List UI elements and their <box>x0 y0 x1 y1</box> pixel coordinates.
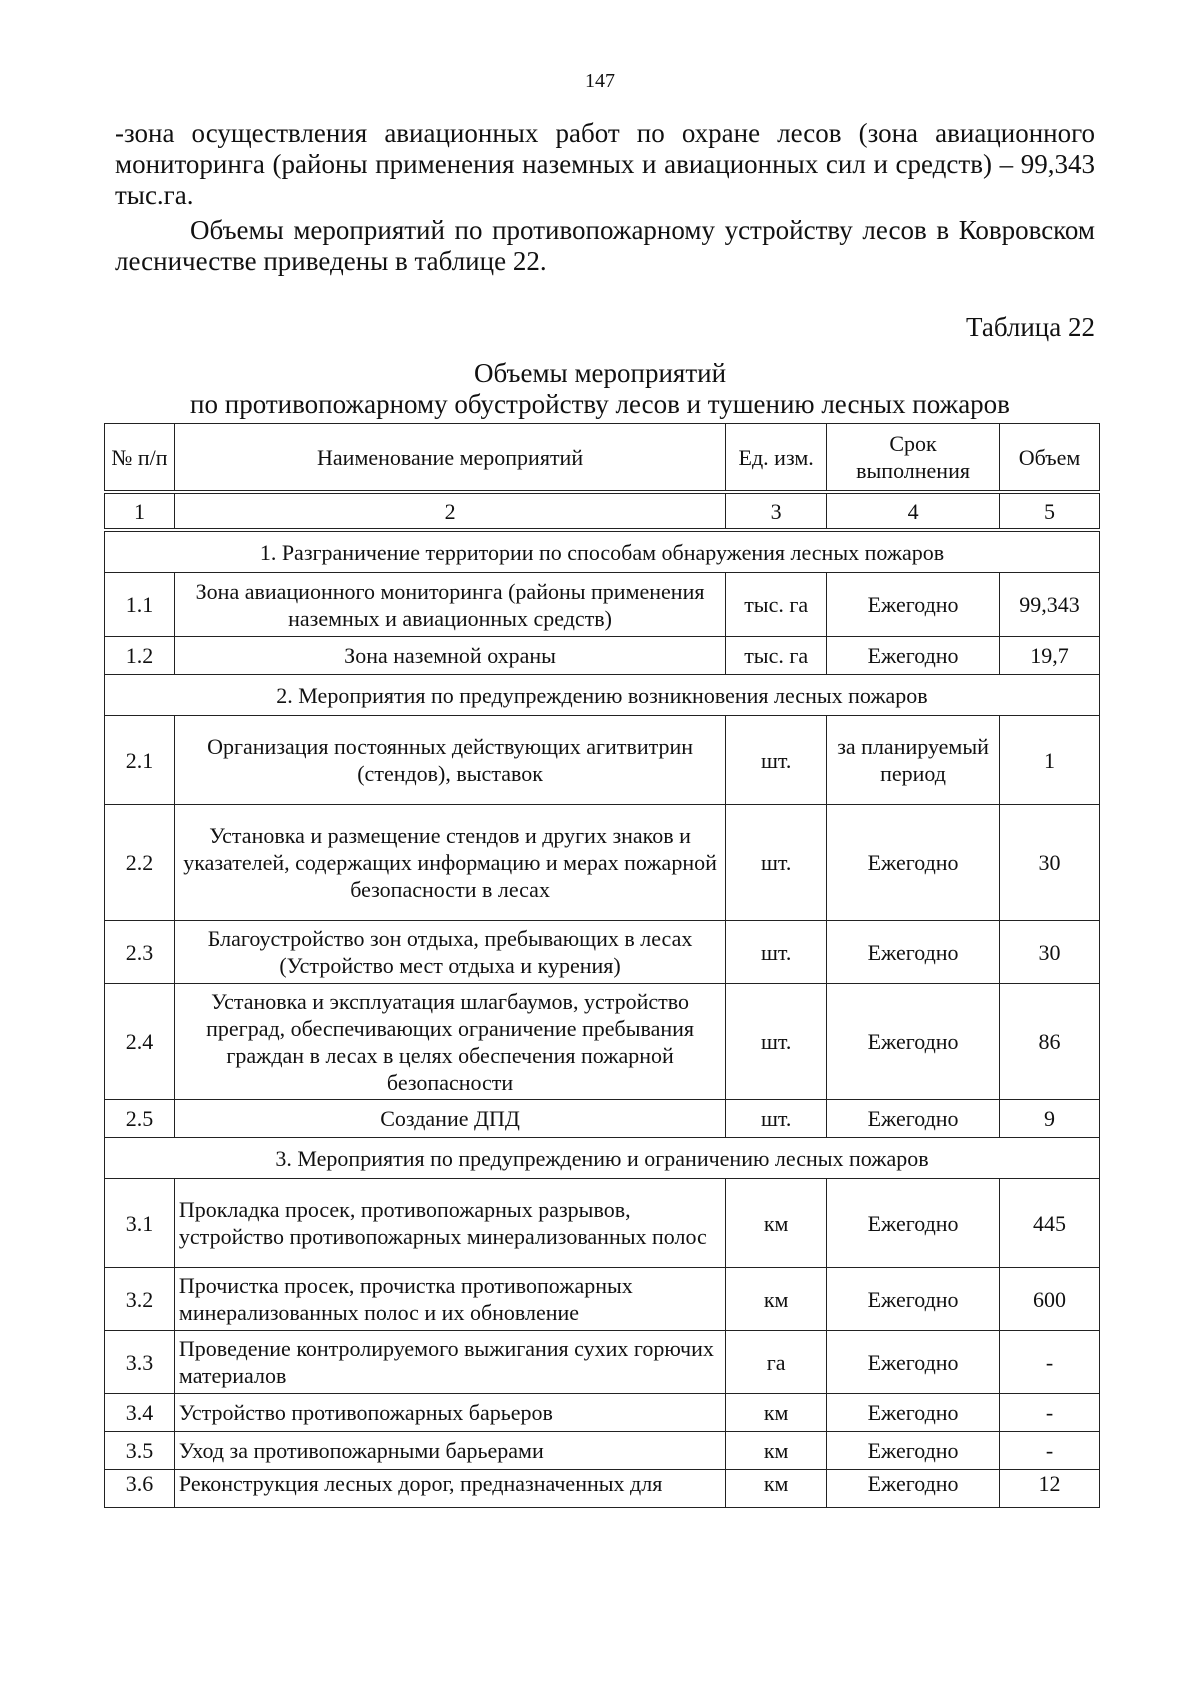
section-row <box>105 1138 1100 1179</box>
row-volume: 445 <box>1000 1179 1100 1268</box>
row-number: 3.3 <box>105 1331 175 1394</box>
row-term: Ежегодно <box>827 1331 1000 1394</box>
row-number: 3.2 <box>105 1268 175 1331</box>
row-name: Зона наземной охраны <box>174 637 725 675</box>
row-volume: 30 <box>1000 921 1100 984</box>
header-unit: Ед. изм. <box>726 424 827 493</box>
row-term: Ежегодно <box>827 1100 1000 1138</box>
table-row <box>105 637 1100 675</box>
table-row <box>105 1394 1100 1432</box>
section-title: 1. Разграничение территории по способам обнаружения лесных пожаров <box>105 530 1100 573</box>
row-unit: тыс. га <box>726 637 827 675</box>
row-number: 2.3 <box>105 921 175 984</box>
table-header-row <box>105 424 1100 493</box>
row-unit: шт. <box>726 805 827 921</box>
column-number: 2 <box>174 492 725 530</box>
table-row <box>105 1470 1100 1508</box>
table-row <box>105 921 1100 984</box>
row-volume: 12 <box>1000 1470 1100 1508</box>
row-unit: км <box>726 1394 827 1432</box>
row-name: Уход за противопожарными барьерами <box>174 1432 725 1470</box>
row-volume: 99,343 <box>1000 573 1100 637</box>
row-unit: км <box>726 1268 827 1331</box>
row-volume: - <box>1000 1394 1100 1432</box>
row-name: Реконструкция лесных дорог, предназначенных для <box>174 1470 725 1508</box>
row-unit: км <box>726 1179 827 1268</box>
table-title <box>0 358 1200 420</box>
table-title-line-1: Объемы мероприятий <box>473 358 727 388</box>
row-term: Ежегодно <box>827 921 1000 984</box>
row-number: 2.5 <box>105 1100 175 1138</box>
row-name: Благоустройство зон отдыха, пребывающих в лесах (Устройство мест отдыха и курения) <box>174 921 725 984</box>
row-name: Установка и эксплуатация шлагбаумов, устройство преград, обеспечивающих ограничение пребывания граждан в лесах в целях обеспечения пожарной безопасности <box>174 984 725 1100</box>
row-number: 2.4 <box>105 984 175 1100</box>
row-volume: 9 <box>1000 1100 1100 1138</box>
page-number: 147 <box>585 70 615 92</box>
row-number: 1.2 <box>105 637 175 675</box>
table-row <box>105 1331 1100 1394</box>
row-name: Прокладка просек, противопожарных разрывов, устройство противопожарных минерализованных полос <box>174 1179 725 1268</box>
row-unit: км <box>726 1432 827 1470</box>
row-term: Ежегодно <box>827 805 1000 921</box>
table-row <box>105 716 1100 805</box>
header-volume: Объем <box>1000 424 1100 493</box>
header-term: Срок выполнения <box>827 424 1000 493</box>
row-number: 2.2 <box>105 805 175 921</box>
row-name: Прочистка просек, прочистка противопожарных минерализованных полос и их обновление <box>174 1268 725 1331</box>
row-term: Ежегодно <box>827 1432 1000 1470</box>
row-volume: - <box>1000 1331 1100 1394</box>
row-unit: шт. <box>726 921 827 984</box>
row-term: Ежегодно <box>827 1179 1000 1268</box>
row-volume: 1 <box>1000 716 1100 805</box>
row-volume: - <box>1000 1432 1100 1470</box>
measures-table <box>104 423 1100 1508</box>
row-volume: 19,7 <box>1000 637 1100 675</box>
table-label: Таблица 22 <box>966 312 1095 342</box>
table-row <box>105 1100 1100 1138</box>
row-unit: тыс. га <box>726 573 827 637</box>
column-number: 5 <box>1000 492 1100 530</box>
row-term: Ежегодно <box>827 637 1000 675</box>
row-unit: км <box>726 1470 827 1508</box>
row-name: Организация постоянных действующих агитвитрин (стендов), выставок <box>174 716 725 805</box>
table-row <box>105 1268 1100 1331</box>
header-number: № п/п <box>105 424 175 493</box>
row-term: Ежегодно <box>827 1394 1000 1432</box>
row-name: Установка и размещение стендов и других знаков и указателей, содержащих информацию и мерах пожарной безопасности в лесах <box>174 805 725 921</box>
row-unit: шт. <box>726 984 827 1100</box>
row-name: Проведение контролируемого выжигания сухих горючих материалов <box>174 1331 725 1394</box>
section-row <box>105 530 1100 573</box>
table-row <box>105 573 1100 637</box>
paragraph-aviation-zone: -зона осуществления авиационных работ по охране лесов (зона авиационного мониторинга (районы применения наземных и авиационных сил и средств) – 99,343 тыс.га. <box>115 118 1095 210</box>
row-volume: 86 <box>1000 984 1100 1100</box>
column-number: 4 <box>827 492 1000 530</box>
column-number: 3 <box>726 492 827 530</box>
table-row <box>105 805 1100 921</box>
paragraph-volumes-intro: Объемы мероприятий по противопожарному устройству лесов в Ковровском лесничестве приведены в таблице 22. <box>115 215 1095 276</box>
row-number: 3.4 <box>105 1394 175 1432</box>
row-number: 3.6 <box>105 1470 175 1508</box>
section-title: 3. Мероприятия по предупреждению и ограничению лесных пожаров <box>105 1138 1100 1179</box>
row-name: Устройство противопожарных барьеров <box>174 1394 725 1432</box>
table-title-line-2: по противопожарному обустройству лесов и тушению лесных пожаров <box>190 389 1010 419</box>
row-unit: га <box>726 1331 827 1394</box>
header-name: Наименование мероприятий <box>174 424 725 493</box>
table-row <box>105 984 1100 1100</box>
section-row <box>105 675 1100 716</box>
row-term: за планируемый период <box>827 716 1000 805</box>
row-volume: 600 <box>1000 1268 1100 1331</box>
row-name: Создание ДПД <box>174 1100 725 1138</box>
row-term: Ежегодно <box>827 984 1000 1100</box>
row-term: Ежегодно <box>827 573 1000 637</box>
row-number: 2.1 <box>105 716 175 805</box>
row-name: Зона авиационного мониторинга (районы применения наземных и авиационных средств) <box>174 573 725 637</box>
row-number: 1.1 <box>105 573 175 637</box>
column-number: 1 <box>105 492 175 530</box>
row-term: Ежегодно <box>827 1470 1000 1508</box>
column-number-row <box>105 492 1100 530</box>
row-number: 3.5 <box>105 1432 175 1470</box>
table-row <box>105 1179 1100 1268</box>
row-unit: шт. <box>726 1100 827 1138</box>
row-unit: шт. <box>726 716 827 805</box>
table-row <box>105 1432 1100 1470</box>
row-number: 3.1 <box>105 1179 175 1268</box>
row-volume: 30 <box>1000 805 1100 921</box>
section-title: 2. Мероприятия по предупреждению возникновения лесных пожаров <box>105 675 1100 716</box>
row-term: Ежегодно <box>827 1268 1000 1331</box>
